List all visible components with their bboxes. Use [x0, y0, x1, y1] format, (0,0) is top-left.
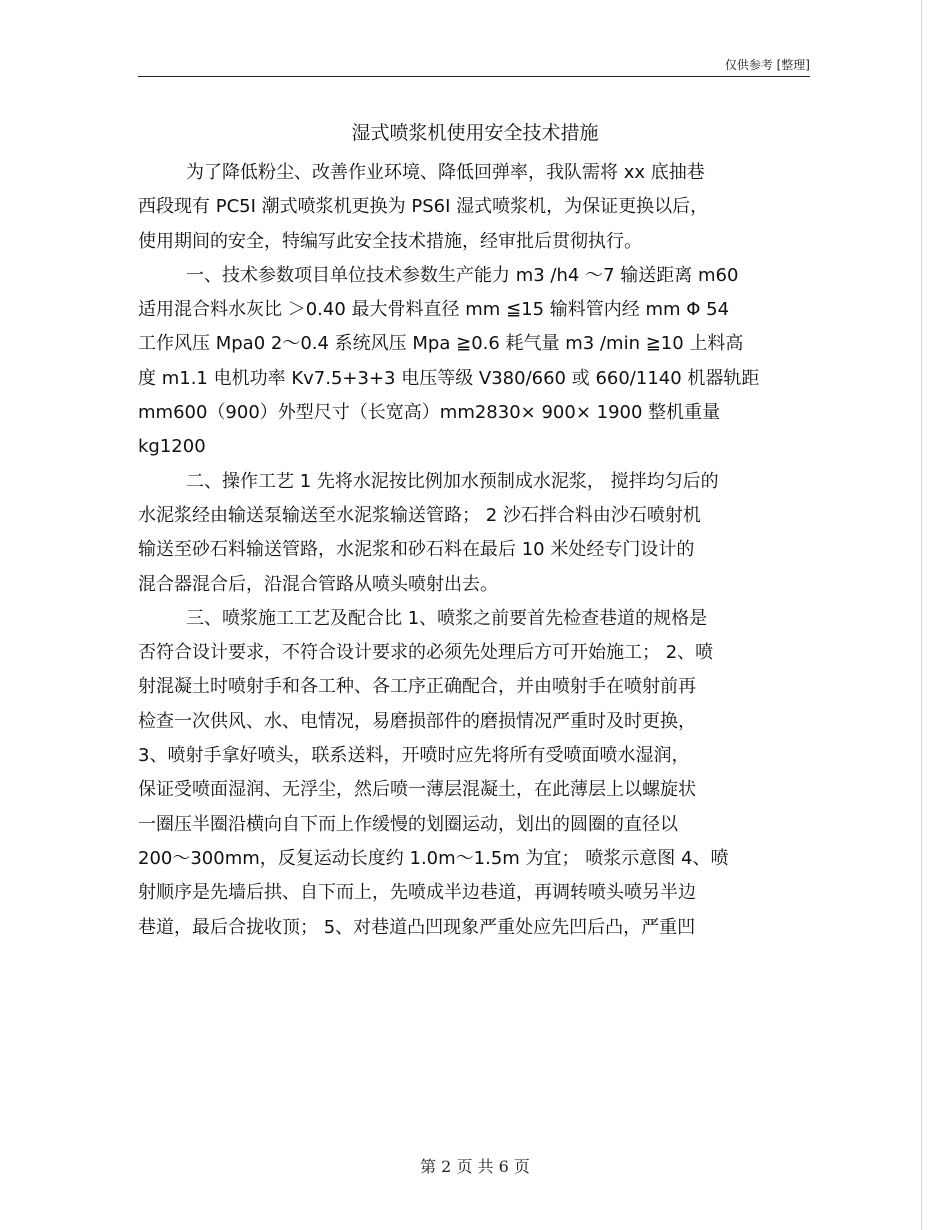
body-line: 混合器混合后，沿混合管路从喷头喷射出去。 — [138, 573, 498, 595]
body-line: 工作风压 Mpa0 2～0.4 系统风压 Mpa ≧0.6 耗气量 m3 /min ≧10 上料高 — [138, 333, 744, 355]
body-line: 适用混合料水灰比 ＞0.40 最大骨料直径 mm ≦15 输料管内经 mm Φ 54 — [138, 299, 730, 321]
page-number-footer: 第 2 页 共 6 页 — [420, 1157, 530, 1176]
body-line: 射顺序是先墙后拱、自下而上，先喷成半边巷道，再调转喷头喷另半边 — [138, 882, 696, 904]
body-line: 一圈压半圈沿横向自下而上作缓慢的划圈运动，划出的圆圈的直径以 — [138, 813, 678, 835]
body-line: kg1200 — [138, 436, 206, 458]
body-line: 水泥浆经由输送泵输送至水泥浆输送管路； 2 沙石拌合料由沙石喷射机 — [138, 504, 701, 526]
body-line: 输送至砂石料输送管路，水泥浆和砂石料在最后 10 米处经专门设计的 — [138, 539, 695, 561]
body-line: 度 m1.1 电机功率 Kv7.5+3+3 电压等级 V380/660 或 660/1140 机器轨距 — [138, 367, 760, 389]
body-line: 保证受喷面湿润、无浮尘，然后喷一薄层混凝土，在此薄层上以螺旋状 — [138, 779, 696, 801]
body-line: 西段现有 PC5I 潮式喷浆机更换为 PS6I 湿式喷浆机，为保证更换以后， — [138, 196, 709, 218]
body-line: 三、喷浆施工工艺及配合比 1、喷浆之前要首先检查巷道的规格是 — [186, 607, 708, 629]
document-body — [138, 156, 828, 945]
body-line: 200～300mm，反复运动长度约 1.0m～1.5m 为宜； 喷浆示意图 4、喷 — [138, 847, 729, 869]
page-edge-divider — [921, 0, 922, 1230]
body-line: mm600（900）外型尺寸（长宽高）mm2830× 900× 1900 整机重量 — [138, 402, 721, 424]
body-line: 使用期间的安全，特编写此安全技术措施，经审批后贯彻执行。 — [138, 230, 642, 252]
body-line: 一、技术参数项目单位技术参数生产能力 m3 /h4 ～7 输送距离 m60 — [186, 264, 739, 286]
body-line: 为了降低粉尘、改善作业环境、降低回弹率，我队需将 xx 底抽巷 — [186, 162, 705, 183]
document-title: 湿式喷浆机使用安全技术措施 — [351, 122, 599, 144]
body-line: 二、操作工艺 1 先将水泥按比例加水预制成水泥浆， 搅拌均匀后的 — [186, 470, 719, 492]
body-line: 射混凝土时喷射手和各工种、各工序正确配合，并由喷射手在喷射前再 — [138, 676, 696, 698]
body-line: 检查一次供风、水、电情况，易磨损部件的磨损情况严重时及时更换， — [138, 710, 696, 732]
body-line: 3、喷射手拿好喷头，联系送料，开喷时应先将所有受喷面喷水湿润， — [138, 745, 690, 767]
body-line: 否符合设计要求，不符合设计要求的必须先处理后方可开始施工； 2、喷 — [138, 642, 714, 664]
body-line: 巷道，最后合拢收顶； 5、对巷道凸凹现象严重处应先凹后凸，严重凹 — [138, 916, 696, 938]
header-rule — [138, 76, 810, 77]
header-note: 仅供参考 [整理] — [724, 58, 810, 72]
